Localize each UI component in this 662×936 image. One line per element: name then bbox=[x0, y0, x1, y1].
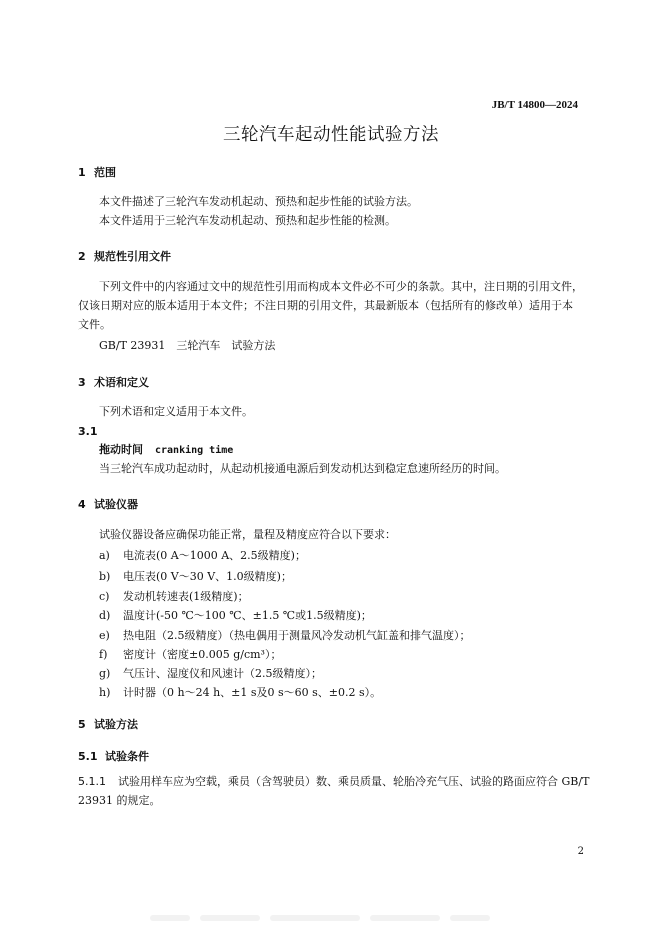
section-number: 2 bbox=[78, 250, 86, 263]
section-title: 试验方法 bbox=[94, 718, 138, 731]
section-heading-scope bbox=[78, 164, 116, 180]
term-number: 3.1 bbox=[78, 425, 98, 438]
list-item bbox=[99, 588, 249, 604]
term-entry bbox=[99, 442, 233, 459]
list-item bbox=[99, 547, 306, 563]
section-heading-normative-references bbox=[78, 248, 171, 264]
page-number: 2 bbox=[577, 846, 584, 857]
subsection-number: 5.1 bbox=[78, 750, 98, 763]
list-item bbox=[99, 607, 372, 623]
list-text: 计时器（0 h～24 h、±1 s及0 s～60 s、±0.2 s）。 bbox=[123, 686, 382, 699]
list-text: 温度计(-50 ℃～100 ℃、±1.5 ℃或1.5级精度)； bbox=[123, 609, 372, 622]
references-paragraph-line-2: 仅该日期对应的版本适用于本文件；不注日期的引用文件，其最新版本（包括所有的修改单）适用于本 bbox=[78, 299, 573, 312]
list-text: 电流表(0 A～1000 A、2.5级精度)； bbox=[123, 549, 306, 562]
instruments-intro: 试验仪器设备应确保功能正常，量程及精度应符合以下要求： bbox=[99, 528, 396, 541]
section-number: 3 bbox=[78, 376, 86, 389]
list-item bbox=[99, 568, 292, 584]
list-item bbox=[99, 646, 281, 662]
terms-intro: 下列术语和定义适用于本文件。 bbox=[99, 405, 253, 418]
section-number: 5 bbox=[78, 718, 86, 731]
subsection-title: 试验条件 bbox=[105, 750, 149, 763]
list-marker: e) bbox=[99, 629, 110, 642]
section-title: 范围 bbox=[94, 166, 116, 179]
section-title: 术语和定义 bbox=[94, 376, 149, 389]
list-item bbox=[99, 684, 381, 700]
list-text: 电压表(0 V～30 V、1.0级精度)； bbox=[123, 570, 292, 583]
section-number: 4 bbox=[78, 498, 86, 511]
list-text: 热电阻（2.5级精度）（热电偶用于测量风冷发动机气缸盖和排气温度）； bbox=[123, 629, 471, 642]
clause-5-1-1-line-1 bbox=[78, 774, 589, 790]
list-text: 发动机转速表(1级精度)； bbox=[123, 590, 249, 603]
list-marker: c) bbox=[99, 590, 110, 603]
references-paragraph-line-3: 文件。 bbox=[78, 318, 111, 331]
section-heading-instruments bbox=[78, 496, 138, 512]
section-heading-test-methods bbox=[78, 716, 138, 732]
list-marker: h) bbox=[99, 686, 111, 699]
list-item bbox=[99, 665, 322, 681]
list-marker: b) bbox=[99, 570, 111, 583]
section-title: 规范性引用文件 bbox=[94, 250, 171, 263]
subsection-heading-test-conditions bbox=[78, 748, 149, 764]
list-marker: d) bbox=[99, 609, 111, 622]
list-marker: g) bbox=[99, 667, 111, 680]
term-english: cranking time bbox=[155, 445, 234, 456]
list-text: 气压计、湿度仪和风速计（2.5级精度）； bbox=[123, 667, 322, 680]
clause-number: 5.1.1 bbox=[78, 775, 106, 788]
clause-text: 试验用样车应为空载，乘员（含驾驶员）数、乘员质量、轮胎冷充气压、试验的路面应符合 GB/T bbox=[118, 775, 590, 788]
list-marker: a) bbox=[99, 549, 110, 562]
section-heading-terms bbox=[78, 374, 149, 390]
footer-watermark bbox=[150, 906, 510, 920]
section-number: 1 bbox=[78, 166, 86, 179]
term-definition: 当三轮汽车成功起动时，从起动机接通电源后到发动机达到稳定怠速所经历的时间。 bbox=[99, 462, 506, 475]
scope-paragraph-1: 本文件描述了三轮汽车发动机起动、预热和起步性能的试验方法。 bbox=[99, 195, 418, 208]
scope-paragraph-2: 本文件适用于三轮汽车发动机起动、预热和起步性能的检测。 bbox=[99, 214, 396, 227]
document-title: 三轮汽车起动性能试验方法 bbox=[223, 125, 439, 145]
reference-entry: GB/T 23931 三轮汽车 试验方法 bbox=[99, 339, 276, 352]
section-title: 试验仪器 bbox=[94, 498, 138, 511]
term-chinese: 拖动时间 bbox=[99, 443, 143, 456]
list-item bbox=[99, 627, 471, 643]
standard-code: JB/T 14800—2024 bbox=[491, 99, 578, 111]
list-text: 密度计（密度±0.005 g/cm³）； bbox=[123, 648, 282, 661]
references-paragraph-line-1: 下列文件中的内容通过文中的规范性引用而构成本文件必不可少的条款。其中，注日期的引用文件， bbox=[99, 280, 583, 293]
clause-5-1-1-line-2: 23931 的规定。 bbox=[78, 794, 161, 807]
list-marker: f) bbox=[99, 648, 108, 661]
